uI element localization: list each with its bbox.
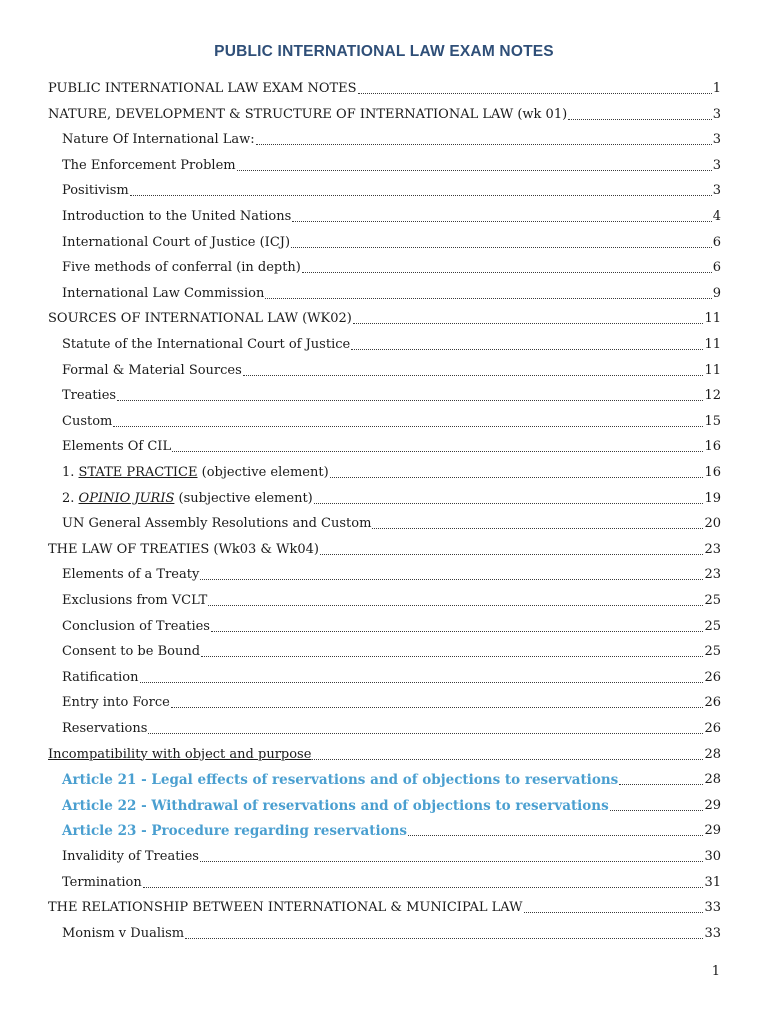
toc-entry-page: 23 — [704, 567, 721, 583]
toc-entry-page: 6 — [712, 234, 721, 250]
toc-entry[interactable] — [62, 361, 721, 381]
toc-leader-dots — [143, 886, 704, 888]
toc-entry-page: 33 — [704, 925, 721, 941]
toc-leader-dots — [291, 246, 712, 248]
toc-entry-page: 11 — [704, 362, 721, 378]
toc-entry-title: International Court of Justice (ICJ) — [62, 234, 291, 250]
toc-entry-title: Custom — [62, 413, 113, 429]
toc-entry-page: 15 — [704, 413, 721, 429]
toc-entry-title: SOURCES OF INTERNATIONAL LAW (WK02) — [48, 311, 352, 327]
toc-leader-dots — [208, 604, 703, 606]
toc-leader-dots — [130, 194, 712, 196]
toc-entry-page: 26 — [704, 669, 721, 685]
toc-entry[interactable] — [62, 514, 721, 534]
toc-entry-title: Consent to be Bound — [62, 644, 201, 660]
toc-entry-emphasis: OPINIO JURIS — [78, 490, 175, 506]
toc-entry-title — [62, 463, 329, 483]
toc-entry-title: Monism v Dualism — [62, 925, 185, 941]
toc-entry-page: 26 — [704, 695, 721, 711]
toc-entry-page: 3 — [712, 132, 721, 148]
toc-entry-title: Invalidity of Treaties — [62, 849, 199, 864]
toc-entry-title: Exclusions from VCLT — [62, 593, 208, 608]
toc-entry[interactable] — [62, 233, 721, 253]
document-title: PUBLIC INTERNATIONAL LAW EXAM NOTES — [214, 43, 554, 60]
toc-entry[interactable] — [62, 386, 721, 406]
toc-entry-page: 26 — [704, 721, 721, 736]
toc-entry[interactable] — [62, 847, 721, 867]
toc-entry-title: THE RELATIONSHIP BETWEEN INTERNATIONAL & MUNICIPAL LAW — [48, 900, 523, 916]
toc-entry-title: The Enforcement Problem — [62, 157, 236, 173]
toc-leader-dots — [265, 297, 711, 299]
toc-entry-page: 16 — [704, 439, 721, 455]
toc-leader-dots — [200, 860, 704, 862]
toc-entry-page: 1 — [712, 81, 721, 96]
toc-entry[interactable] — [62, 156, 721, 176]
toc-leader-dots — [372, 527, 703, 529]
toc-entry-page: 30 — [704, 849, 721, 864]
toc-entry-page: 12 — [704, 388, 721, 404]
toc-leader-dots — [610, 809, 704, 811]
toc-entry-suffix: (subjective element) — [174, 490, 313, 506]
toc-leader-dots — [292, 220, 711, 222]
toc-entry[interactable] — [62, 821, 721, 841]
toc-entry-title: Formal & Material Sources — [62, 362, 242, 378]
toc-entry-page: 9 — [712, 285, 721, 301]
toc-entry-page: 4 — [712, 209, 721, 224]
toc-entry-title: International Law Commission — [62, 285, 265, 301]
toc-entry-page: 3 — [712, 106, 721, 122]
toc-entry[interactable] — [48, 105, 721, 125]
toc-leader-dots — [172, 450, 703, 452]
toc-entry[interactable] — [62, 873, 721, 893]
toc-entry[interactable] — [62, 284, 721, 304]
toc-entry-page: 25 — [704, 618, 721, 634]
toc-entry-page: 25 — [704, 644, 721, 660]
toc-entry-title: Conclusion of Treaties — [62, 618, 210, 634]
toc-entry-page: 16 — [704, 465, 721, 480]
toc-entry-title: Five methods of conferral (in depth) — [62, 260, 301, 276]
toc-entry-title: Article 21 - Legal effects of reservations and of objections to reservations — [62, 772, 619, 789]
toc-leader-dots — [117, 399, 703, 401]
toc-leader-dots — [171, 706, 704, 708]
toc-entry-page: 28 — [704, 746, 721, 762]
toc-entry[interactable] — [48, 745, 721, 765]
toc-entry-page: 11 — [704, 311, 721, 327]
toc-entry[interactable] — [62, 181, 721, 201]
toc-entry[interactable] — [48, 79, 721, 99]
toc-entry-title: Treaties — [62, 388, 117, 404]
toc-entry[interactable] — [62, 335, 721, 355]
toc-entry-page: 33 — [704, 900, 721, 916]
toc-entry-title — [62, 489, 313, 509]
toc-entry-page: 19 — [704, 490, 721, 506]
toc-entry-page: 6 — [712, 260, 721, 276]
toc-entry[interactable] — [62, 463, 721, 483]
toc-leader-dots — [524, 911, 704, 913]
toc-entry[interactable] — [62, 770, 721, 790]
toc-entry-title: Nature Of International Law: — [62, 132, 255, 148]
toc-leader-dots — [408, 834, 703, 836]
toc-entry-page: 23 — [704, 541, 721, 557]
toc-entry-emphasis: STATE PRACTICE — [78, 465, 198, 480]
toc-entry-title: Reservations — [62, 721, 148, 736]
toc-entry[interactable] — [62, 258, 721, 278]
toc-entry-page: 29 — [704, 797, 721, 813]
toc-entry[interactable] — [62, 668, 721, 688]
toc-entry-page: 3 — [712, 157, 721, 173]
toc-entry-suffix: (objective element) — [197, 465, 329, 480]
toc-leader-dots — [185, 937, 703, 939]
toc-entry-title: Article 23 - Procedure regarding reservations — [62, 823, 408, 840]
toc-leader-dots — [113, 425, 703, 427]
toc-entry[interactable] — [48, 309, 721, 329]
toc-leader-dots — [568, 118, 712, 120]
toc-entry[interactable] — [62, 719, 721, 739]
toc-leader-dots — [302, 271, 712, 273]
toc-leader-dots — [330, 476, 704, 478]
toc-entry-page: 29 — [704, 823, 721, 839]
page-number: 1 — [711, 964, 720, 979]
toc-entry-title: THE LAW OF TREATIES (Wk03 & Wk04) — [48, 541, 319, 557]
toc-entry-page: 20 — [704, 516, 721, 532]
toc-leader-dots — [256, 143, 712, 145]
toc-leader-dots — [148, 732, 703, 734]
toc-entry-title: Termination — [62, 874, 142, 890]
toc-entry-title: UN General Assembly Resolutions and Custom — [62, 516, 372, 532]
toc-leader-dots — [358, 92, 712, 94]
toc-entry[interactable] — [62, 489, 721, 509]
toc-entry[interactable] — [62, 437, 721, 457]
toc-leader-dots — [312, 758, 703, 760]
toc-entry-page: 3 — [712, 183, 721, 199]
toc-entry[interactable] — [62, 693, 721, 713]
toc-entry-page: 11 — [704, 337, 721, 352]
toc-entry[interactable] — [62, 565, 721, 585]
toc-entry-title: Article 22 - Withdrawal of reservations and of objections to reservations — [62, 797, 609, 814]
toc-leader-dots — [314, 502, 704, 504]
toc-entry-title: Introduction to the United Nations — [62, 209, 292, 224]
toc-entry[interactable] — [62, 412, 721, 432]
toc-entry-prefix: 1. — [62, 465, 79, 480]
toc-entry-title: NATURE, DEVELOPMENT & STRUCTURE OF INTERNATIONAL LAW (wk 01) — [48, 106, 568, 122]
toc-leader-dots — [320, 553, 704, 555]
toc-entry-title: Statute of the International Court of Justice — [62, 337, 351, 352]
toc-entry[interactable] — [62, 796, 721, 816]
toc-entry-title: Elements of a Treaty — [62, 567, 200, 583]
toc-entry[interactable] — [62, 130, 721, 150]
toc-entry-title: Ratification — [62, 669, 139, 685]
toc-entry[interactable] — [62, 642, 721, 662]
toc-entry[interactable] — [48, 540, 721, 560]
toc-leader-dots — [201, 655, 703, 657]
toc-entry[interactable] — [62, 591, 721, 611]
toc-leader-dots — [243, 374, 704, 376]
toc-entry[interactable] — [48, 898, 721, 918]
toc-leader-dots — [353, 322, 704, 324]
toc-leader-dots — [351, 348, 703, 350]
toc-entry[interactable] — [62, 617, 721, 637]
toc-entry-page: 25 — [704, 593, 721, 608]
toc-entry-title: Positivism — [62, 183, 129, 199]
toc-entry[interactable] — [62, 207, 721, 227]
toc-entry-title: Elements Of CIL — [62, 439, 172, 455]
toc-entry-title: Entry into Force — [62, 695, 170, 711]
toc-leader-dots — [200, 578, 703, 580]
toc-entry-title: Incompatibility with object and purpose — [48, 746, 312, 762]
toc-entry[interactable] — [62, 924, 721, 944]
toc-entry-title: PUBLIC INTERNATIONAL LAW EXAM NOTES — [48, 81, 357, 96]
toc-leader-dots — [140, 681, 704, 683]
toc-entry-page: 28 — [704, 772, 721, 788]
toc-leader-dots — [619, 783, 703, 785]
toc-leader-dots — [211, 630, 703, 632]
toc-leader-dots — [237, 169, 712, 171]
toc-entry-prefix: 2. — [62, 490, 79, 506]
toc-entry-page: 31 — [704, 874, 721, 890]
